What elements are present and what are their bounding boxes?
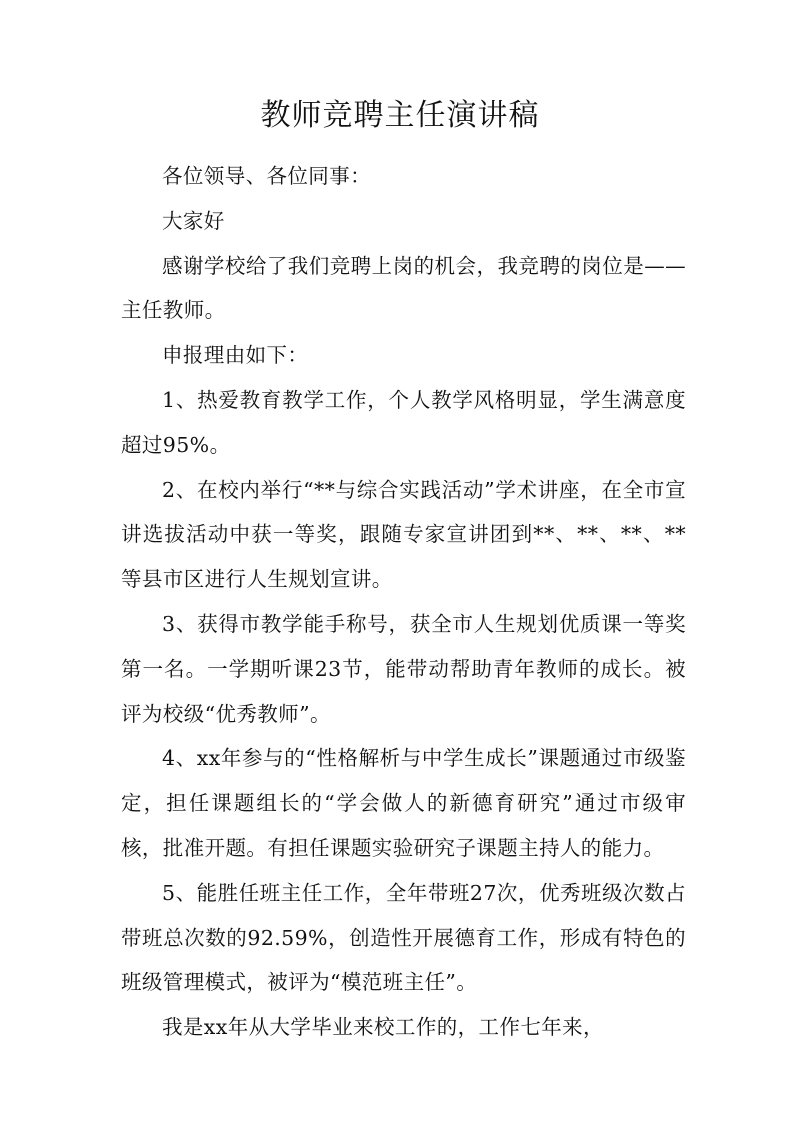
paragraph-reason-3: 3、获得市教学能手称号，获全市人生规划优质课一等奖第一名。一学期听课23节，能带动帮助青年教师的成长。被评为校级“优秀教师”。	[121, 611, 686, 726]
paragraph-greeting: 大家好	[162, 208, 225, 233]
paragraph-reason-5: 5、能胜任班主任工作，全年带班27次，优秀班级次数占带班总次数的92.59%，创造性开展德育工作，形成有特色的班级管理模式，被评为“模范班主任”。	[121, 880, 686, 995]
paragraph-closing: 我是xx年从大学毕业来校工作的，工作七年来，	[162, 1015, 604, 1040]
paragraph-reason-2: 2、在校内举行“**与综合实践活动”学术讲座，在全市宣讲选拔活动中获一等奖，跟随专家宣讲团到**、**、**、**等县市区进行人生规划宣讲。	[121, 477, 686, 592]
paragraph-intro: 感谢学校给了我们竞聘上岗的机会，我竞聘的岗位是——主任教师。	[121, 253, 686, 323]
paragraph-reasons-heading: 申报理由如下：	[162, 343, 309, 368]
paragraph-salutation: 各位领导、各位同事：	[162, 164, 371, 188]
paragraph-reason-1: 1、热爱教育教学工作，个人教学风格明显，学生满意度超过95%。	[121, 387, 686, 457]
document-body	[121, 154, 686, 1050]
paragraph-reason-4: 4、xx年参与的“性格解析与中学生成长”课题通过市级鉴定，担任课题组长的“学会做人的新德育研究”通过市级审核，批准开题。有担任课题实验研究子课题主持人的能力。	[121, 746, 686, 860]
document-title: 教师竞聘主任演讲稿	[260, 98, 540, 133]
